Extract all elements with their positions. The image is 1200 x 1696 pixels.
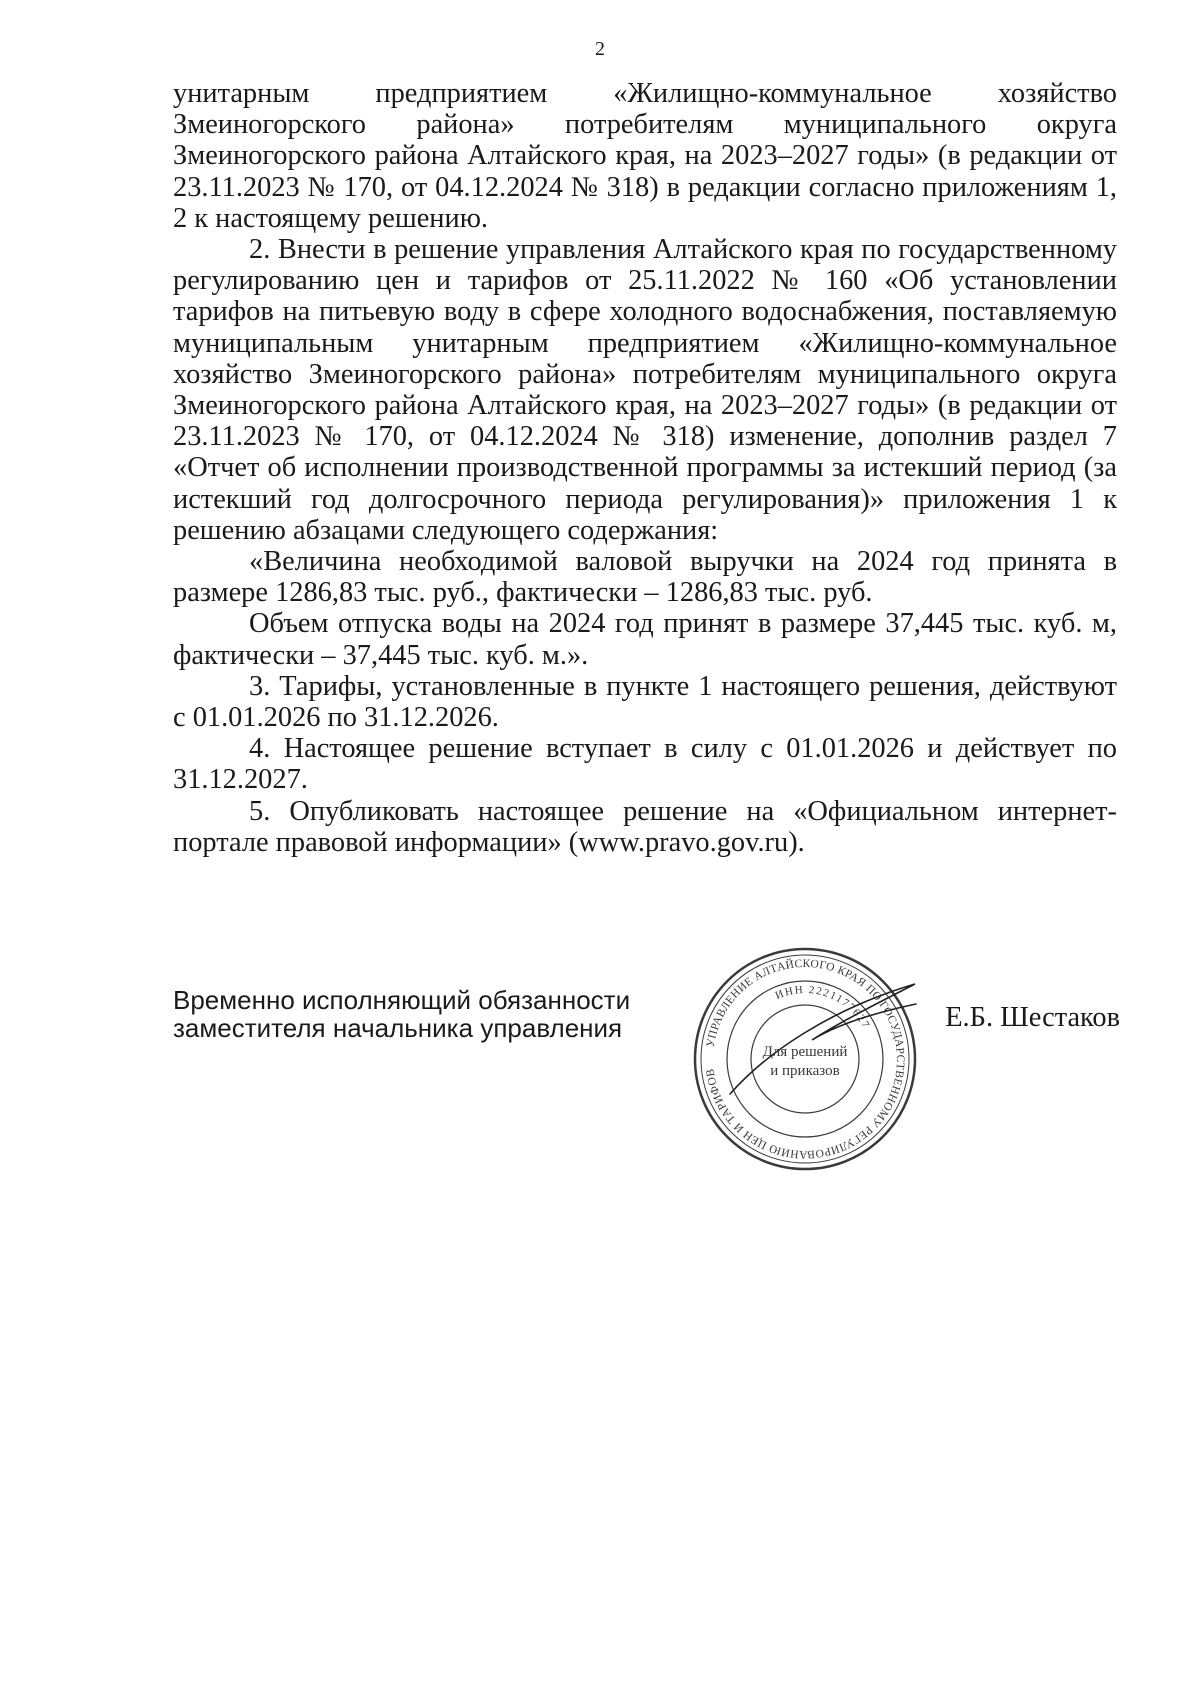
paragraph-item-2: 2. Внести в решение управления Алтайского края по государственному регулированию цен и тарифов от 25.11.2022 № 160 «Об установлении тарифов на питьевую воду в сфере холодного водоснабжения, поставляемую муниципальным унитарным предприятием «Жилищно-коммунальное хозяйство Змеиногорского района» потребителям муниципального округа Змеиногорского района Алтайского края, на 2023–2027 годы» (в редакции от 23.11.2023 № 170, от 04.12.2024 № 318) изменение, дополнив раздел 7 «Отчет об исполнении производственной программы за истекший период (за истекший год долгосрочного периода регулирования)» приложения 1 к решению абзацами следующего содержания: [173, 234, 1117, 546]
paragraph-continuation: унитарным предприятием «Жилищно-коммунальное хозяйство Змеиногорского района» потребителям муниципального округа Змеиногорского района Алтайского края, на 2023–2027 годы» (в редакции от 23.11.2023 № 170, от 04.12.2024 № 318) в редакции согласно приложениям 1, 2 к настоящему решению. [173, 78, 1117, 234]
signatory-position-line-1: Временно исполняющий обязанности [173, 985, 631, 1015]
paragraph-item-5: 5. Опубликовать настоящее решение на «Официальном интернет-портале правовой информации» (www.pravo.gov.ru). [173, 795, 1117, 858]
paragraph-quote-revenue: «Величина необходимой валовой выручки на 2024 год принята в размере 1286,83 тыс. руб., фактически – 1286,83 тыс. руб. [173, 546, 1117, 609]
document-body [173, 78, 1117, 858]
signatory-position-line-2: заместителя начальника управления [173, 1013, 623, 1043]
seal-inn-text: ИНН 2221177627 [773, 983, 873, 1032]
paragraph-quote-volume: Объем отпуска воды на 2024 год принят в размере 37,445 тыс. куб. м, фактически – 37,445 тыс. куб. м.». [173, 608, 1117, 671]
seal-center-line-1: Для решений [762, 1044, 848, 1060]
page-number: 2 [595, 38, 605, 60]
signatory-position [173, 986, 630, 1042]
seal-center-line-2: и приказов [770, 1063, 840, 1079]
official-seal [690, 944, 920, 1174]
signatory-name: Е.Б. Шестаков [945, 1002, 1120, 1033]
paragraph-item-4: 4. Настоящее решение вступает в силу с 01.01.2026 и действует по 31.12.2027. [173, 733, 1117, 796]
seal-outer-text: УПРАВЛЕНИЕ АЛТАЙСКОГО КРАЯ ПО ГОСУДАРСТВЕННОМУ РЕГУЛИРОВАНИЮ ЦЕН И ТАРИФОВ [704, 957, 907, 1161]
paragraph-item-3: 3. Тарифы, установленные в пункте 1 настоящего решения, действуют с 01.01.2026 по 31.12.2026. [173, 670, 1117, 734]
